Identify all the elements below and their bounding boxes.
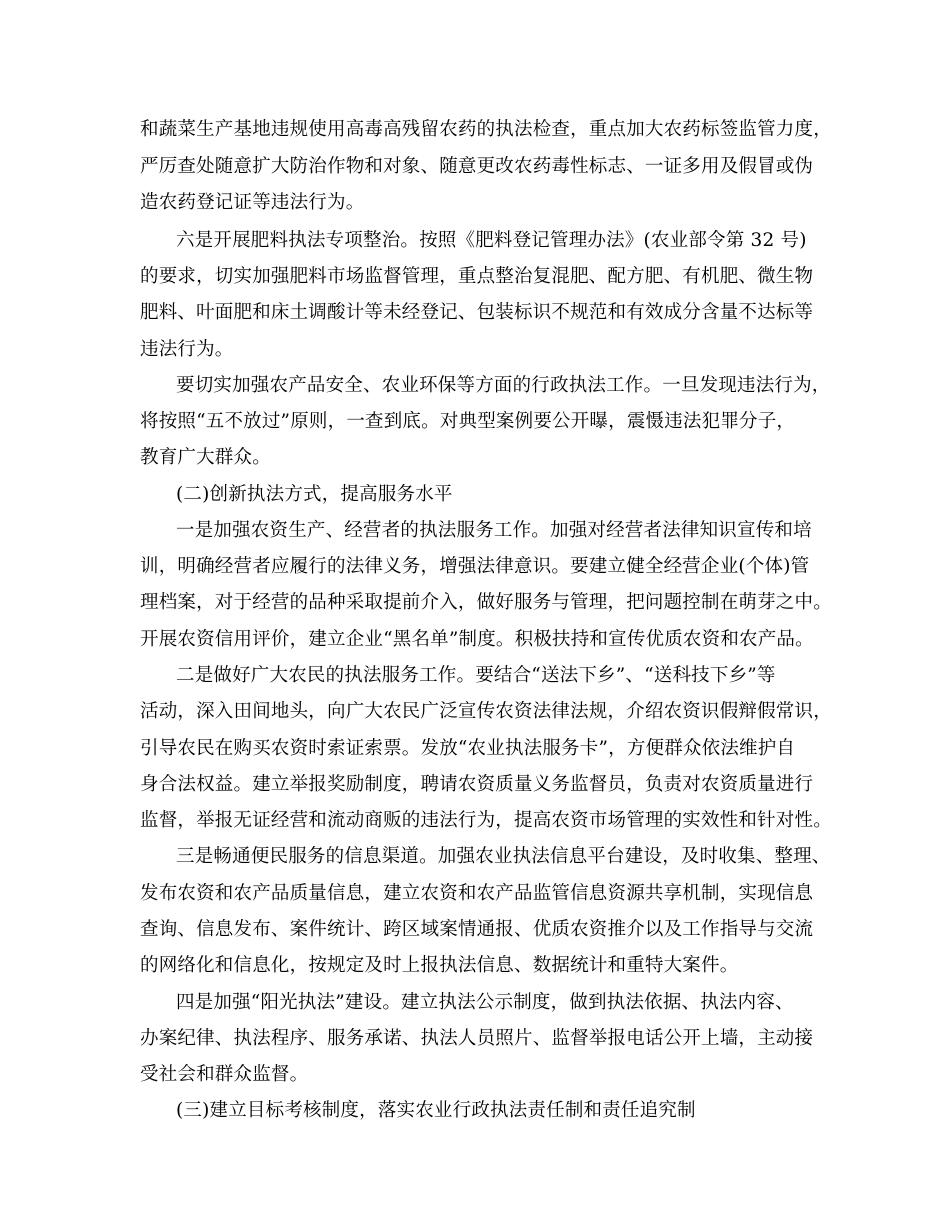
text-line: 和蔬菜生产基地违规使用高毒高残留农药的执法检查，重点加大农药标签监管力度， bbox=[140, 119, 832, 140]
text-line: 查询、信息发布、案件统计、跨区域案情通报、优质农资推介以及工作指导与交流 bbox=[140, 919, 814, 940]
text-line: 教育广大群众。 bbox=[140, 447, 271, 468]
text-line: 严厉查处随意扩大防治作物和对象、随意更改农药毒性标志、一证多用及假冒或伪 bbox=[140, 156, 814, 177]
text-line: 造农药登记证等违法行为。 bbox=[140, 192, 365, 213]
section-heading: (三)建立目标考核制度，落实农业行政执法责任制和责任追究制 bbox=[176, 1100, 696, 1121]
text-line: 的网络化和信息化，按规定及时上报执法信息、数据统计和重特大案件。 bbox=[140, 955, 739, 976]
paragraph-first-line: 一是加强农资生产、经营者的执法服务工作。加强对经营者法律知识宣传和培 bbox=[176, 520, 812, 541]
text-line: 理档案，对于经营的品种采取提前介入，做好服务与管理，把问题控制在萌芽之中。 bbox=[140, 592, 832, 613]
text-line: 训，明确经营者应履行的法律义务，增强法律意识。要建立健全经营企业(个体)管 bbox=[140, 556, 810, 577]
text-line: 开展农资信用评价，建立企业“黑名单”制度。积极扶持和宣传优质农资和农产品。 bbox=[140, 629, 814, 650]
text-line: 引导农民在购买农资时索证索票。发放“农业执法服务卡”，方便群众依法维护自 bbox=[140, 738, 796, 759]
text-line: 发布农资和农产品质量信息，建立农资和农产品监管信息资源共享机制，实现信息 bbox=[140, 883, 814, 904]
text-line: 办案纪律、执法程序、服务承诺、执法人员照片、监督举报电话公开上墙，主动接 bbox=[140, 1028, 814, 1049]
text-line: 活动，深入田间地头，向广大农民广泛宣传农资法律法规，介绍农资识假辩假常识， bbox=[140, 701, 832, 722]
paragraph-first-line: 三是畅通便民服务的信息渠道。加强农业执法信息平台建设，及时收集、整理、 bbox=[176, 846, 831, 867]
text-line: 肥料、叶面肥和床土调酸计等未经登记、包装标识不规范和有效成分含量不达标等 bbox=[140, 302, 814, 323]
text-line: 受社会和群众监督。 bbox=[140, 1064, 309, 1085]
text-line: 身合法权益。建立举报奖励制度，聘请农资质量义务监督员，负责对农资质量进行 bbox=[140, 774, 814, 795]
paragraph-first-line: 要切实加强农产品安全、农业环保等方面的行政执法工作。一旦发现违法行为， bbox=[176, 375, 831, 396]
paragraph-first-line: 四是加强“阳光执法”建设。建立执法公示制度，做到执法依据、执法内容、 bbox=[176, 992, 794, 1013]
text-line: 的要求，切实加强肥料市场监督管理，重点整治复混肥、配方肥、有机肥、微生物 bbox=[140, 266, 814, 287]
paragraph-first-line: 二是做好广大农民的执法服务工作。要结合“送法下乡”、“送科技下乡”等 bbox=[176, 665, 776, 686]
text-line: 违法行为。 bbox=[140, 339, 234, 360]
paragraph-first-line: 六是开展肥料执法专项整治。按照《肥料登记管理办法》(农业部令第 32 号) bbox=[176, 230, 807, 251]
section-heading: (二)创新执法方式，提高服务水平 bbox=[176, 484, 453, 505]
text-line: 监督，举报无证经营和流动商贩的违法行为，提高农资市场管理的实效性和针对性。 bbox=[140, 810, 832, 831]
text-line: 将按照“五不放过”原则，一查到底。对典型案例要公开曝，震慑违法犯罪分子， bbox=[140, 411, 796, 432]
